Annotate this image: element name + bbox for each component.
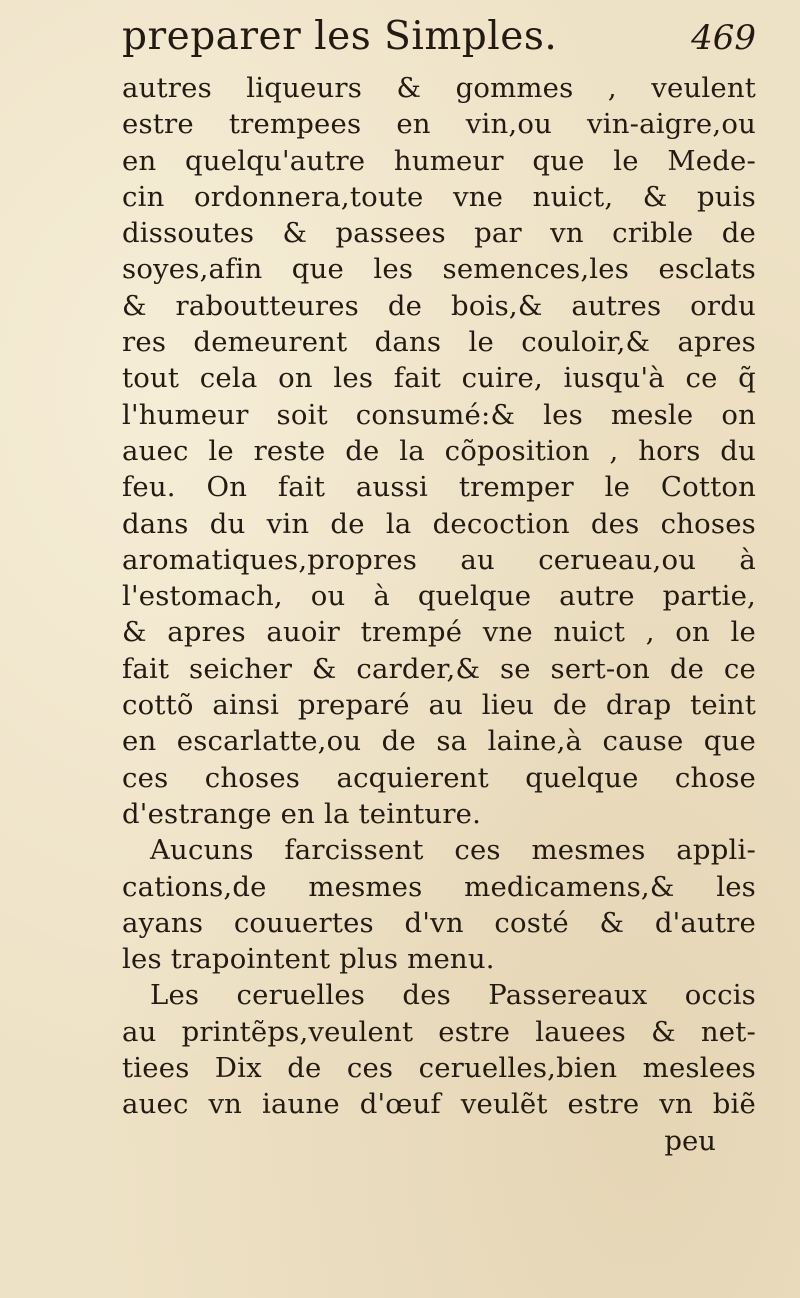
text-line: estre trempees en vin,ou vin-aigre,ou [122,108,756,141]
body-text [122,70,756,1123]
text-line: au printẽps,veulent estre lauees & net- [122,1015,756,1048]
text-line: soyes,afin que les semences,les esclats [122,253,756,286]
paragraph-start-line: Les ceruelles des Passereaux occis [150,979,756,1012]
paragraph-start-line: Aucuns farcissent ces mesmes appli- [150,834,756,867]
text-line: auec le reste de la cõposition , hors du [122,434,756,467]
text-line: aromatiques,propres au cerueau,ou à [122,543,756,576]
page-number: 469 [691,18,756,58]
text-line: res demeurent dans le couloir,& apres [122,326,756,359]
text-line: feu. On fait aussi tremper le Cotton [122,471,756,504]
text-line: fait seicher & carder,& se sert-on de ce [122,652,756,685]
text-line: dissoutes & passees par vn crible de [122,217,756,250]
text-line: ces choses acquierent quelque chose [122,761,756,794]
text-line: tout cela on les fait cuire, iusqu'à ce q̃ [122,362,756,395]
text-line: les trapointent plus menu. [122,943,495,976]
text-line: ayans couuertes d'vn costé & d'autre [122,906,756,939]
text-line: cations,de mesmes medicamens,& les [122,870,756,903]
text-line: autres liqueurs & gommes , veulent [122,72,756,104]
page-header [122,14,756,62]
text-line: en quelqu'autre humeur que le Mede- [122,144,756,177]
running-title: preparer les Simples. [122,14,558,59]
text-line: en escarlatte,ou de sa laine,à cause que [122,725,756,758]
text-line: dans du vin de la decoction des choses [122,507,756,540]
text-line: d'estrange en la teinture. [122,797,482,830]
text-line: & rabouttеurеs de bois,& autres ordu [122,289,756,322]
text-line: cottõ ainsi preparé au lieu de drap teint [122,689,756,722]
text-line: tiees Dix de ces ceruelles,bien meslees [122,1052,756,1085]
text-line: cin ordonnera,toute vne nuict, & puis [122,180,756,213]
text-line: & apres auoir trempé vne nuict , on le [122,616,756,649]
catchword: peu [664,1124,716,1157]
text-line: l'humeur soit consumé:& les mesle on [122,398,756,431]
text-line: l'estomach, ou à quelque autre partie, [122,580,756,613]
text-line: auec vn iaune d'œuf veulẽt estre vn biẽ [122,1088,756,1121]
